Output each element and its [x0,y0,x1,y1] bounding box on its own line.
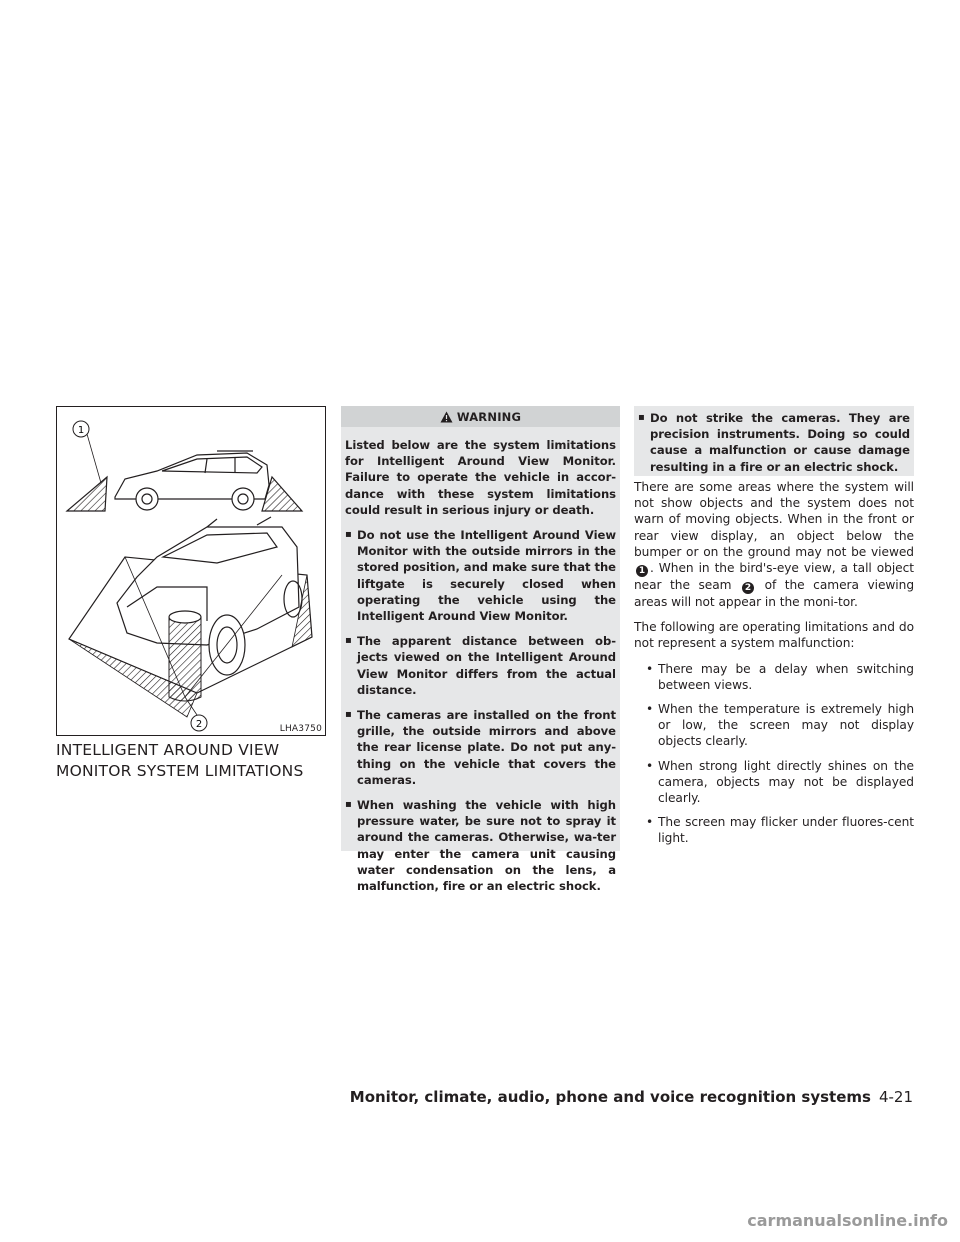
warning-box [341,406,620,894]
body-paragraph-1 [634,479,914,610]
body-column [634,479,914,855]
birds-eye-view [69,517,312,717]
vehicle-camera-illustration [57,407,326,736]
warning-triangle-icon [440,411,453,423]
limitations-list [634,661,914,847]
warning-bullet: ▪ The apparent distance between ob-jects viewed on the Intelligent Around View Monitor differs from the actual distance. [345,633,616,698]
warning-header [341,406,620,427]
body-text: . When in the bird's-eye view, a tall object near the seam [634,561,914,593]
callout-1-ref: 1 [636,565,648,577]
warning-bullet: ▪ The cameras are installed on the front grille, the outside mirrors and above the rear license plate. Do not put any-thing on the vehicle that covers the cameras. [345,707,616,788]
body-paragraph-2: The following are operating limitations and do not represent a system malfunction: [634,620,914,651]
watermark: carmanualsonline.info [747,1211,948,1230]
page-footer [350,1088,913,1106]
body-text: There are some areas where the system will not show objects and the system does not warn of moving objects. When in the front or rear view display, an object below the bumper or on the ground may not be viewed [634,480,914,559]
illustration-figure [56,406,326,736]
callout-1-label: 1 [77,425,85,436]
warning-title: WARNING [456,409,522,424]
chapter-title: Monitor, climate, audio, phone and voice recognition systems [349,1088,871,1106]
warning-bullet: ▪ Do not strike the cameras. They are precision instruments. Doing so could cause a malfunction or cause damage resulting in a fire or an electric shock. [638,410,910,475]
warning-intro: Listed below are the system limitations for Intelligent Around View Monitor. Failure to operate the vehicle in accor-dance with these system limitations could result in serious injury or death. [345,438,616,517]
figure-code: LHA3750 [279,724,322,734]
section-title-line-2: MONITOR SYSTEM LIMITATIONS [56,762,304,780]
callout-2-ref: 2 [742,582,754,594]
section-title-line-1: INTELLIGENT AROUND VIEW [56,741,280,759]
section-title [56,740,336,782]
list-item: • There may be a delay when switching between views. [634,661,914,693]
side-view-car [67,451,302,511]
list-item: • The screen may flicker under fluores-cent light. [634,814,914,846]
list-item: • When the temperature is extremely high or low, the screen may not display objects clearly. [634,701,914,750]
warning-bullet: ▪ Do not use the Intelligent Around View Monitor with the outside mirrors in the stored position, and make sure that the liftgate is securely closed when operating the vehicle using the Intelligent Around View Monitor. [345,527,616,624]
page-number: 4-21 [878,1088,913,1106]
body-text: of the camera viewing areas will not appear in the moni-tor. [634,578,915,610]
callout-2-label: 2 [195,719,203,730]
warning-box-continued [634,406,914,476]
warning-bullet: ▪ When washing the vehicle with high pressure water, be sure not to spray it around the cameras. Otherwise, wa-ter may enter the camera unit causing water condensation on the lens, a malfunction, fire or an electric shock. [345,797,616,894]
list-item: • When strong light directly shines on the camera, objects may not be displayed clearly. [634,758,914,807]
